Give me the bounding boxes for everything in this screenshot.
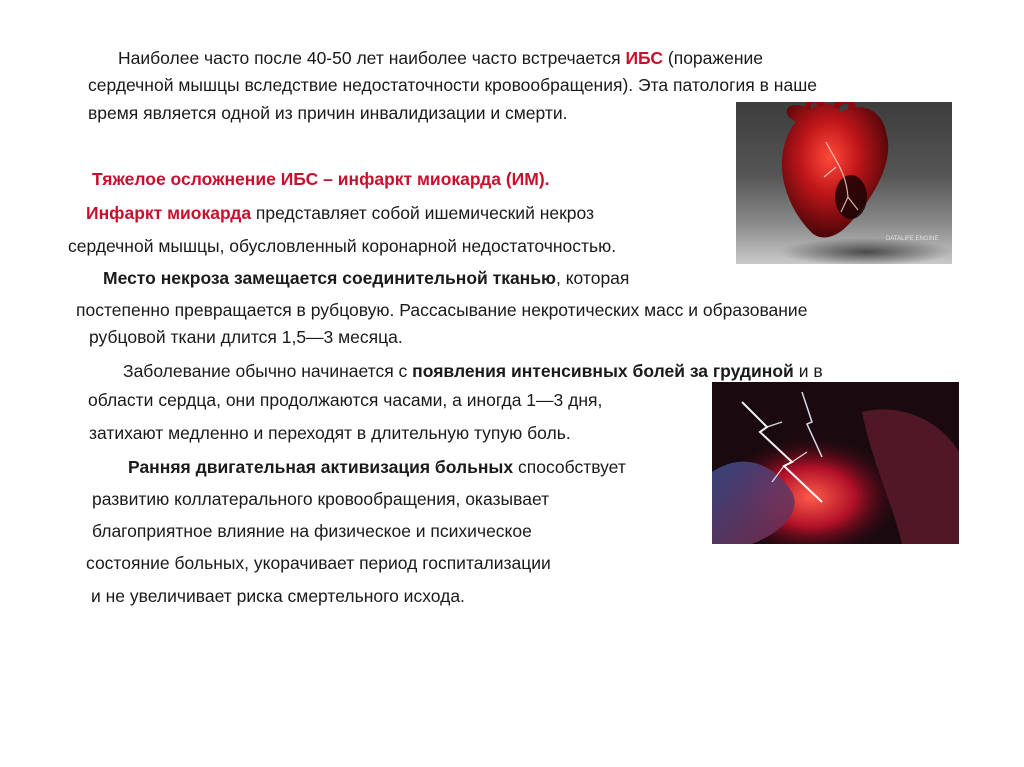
p3-line1 xyxy=(103,267,629,289)
chest-pain-illustration-icon xyxy=(712,382,959,544)
p5-line5: и не увеличивает риска смертельного исхода. xyxy=(91,586,465,606)
heart-illustration-icon xyxy=(736,102,952,264)
complication-heading: Тяжелое осложнение ИБС – инфаркт миокарда (ИМ). xyxy=(92,169,550,189)
p5-line1-rest: способствует xyxy=(513,457,626,477)
p4-line1-text: Заболевание обычно начинается с xyxy=(123,361,413,381)
p1-line1-text: Наиболее часто после 40-50 лет наиболее часто встречается xyxy=(118,48,626,68)
p1-line3: время является одной из причин инвалидизации и смерти. xyxy=(88,103,568,123)
p1-line2: сердечной мышцы вследствие недостаточности кровообращения). Эта патология в наше xyxy=(88,75,817,95)
p3-line1-rest: , которая xyxy=(555,268,630,288)
p2-line1-rest: представляет собой ишемический некроз xyxy=(251,203,595,223)
p3-line3: рубцовой ткани длится 1,5—3 месяца. xyxy=(89,327,403,347)
heart-watermark: DATALIFE ENGINE xyxy=(886,236,939,242)
p2-line1 xyxy=(86,202,594,224)
mi-term: Инфаркт миокарда xyxy=(86,203,252,223)
ibs-highlight: ИБС xyxy=(625,48,664,68)
p5-bold: Ранняя двигательная активизация больных xyxy=(128,457,514,477)
p4-line2: области сердца, они продолжаются часами, а иногда 1—3 дня, xyxy=(88,390,603,410)
p4-line1 xyxy=(123,360,823,382)
p3-line2: постепенно превращается в рубцовую. Рассасывание некротических масс и образование xyxy=(76,300,808,320)
p1-line1-tail: (поражение xyxy=(663,48,764,68)
p5-line4: состояние больных, укорачивает период госпитализации xyxy=(86,553,551,573)
p4-line3: затихают медленно и переходят в длительную тупую боль. xyxy=(89,423,571,443)
p1-line1 xyxy=(118,47,763,69)
p5-line1 xyxy=(128,456,626,478)
p3-bold: Место некроза замещается соединительной тканью xyxy=(103,268,556,288)
p4-line1-tail: и в xyxy=(793,361,823,381)
p2-line2: сердечной мышцы, обусловленный коронарной недостаточностью. xyxy=(68,236,617,256)
p5-line3: благоприятное влияние на физическое и психическое xyxy=(92,521,532,541)
p5-line2: развитию коллатерального кровообращения, оказывает xyxy=(92,489,550,509)
p4-bold: появления интенсивных болей за грудиной xyxy=(412,361,794,381)
